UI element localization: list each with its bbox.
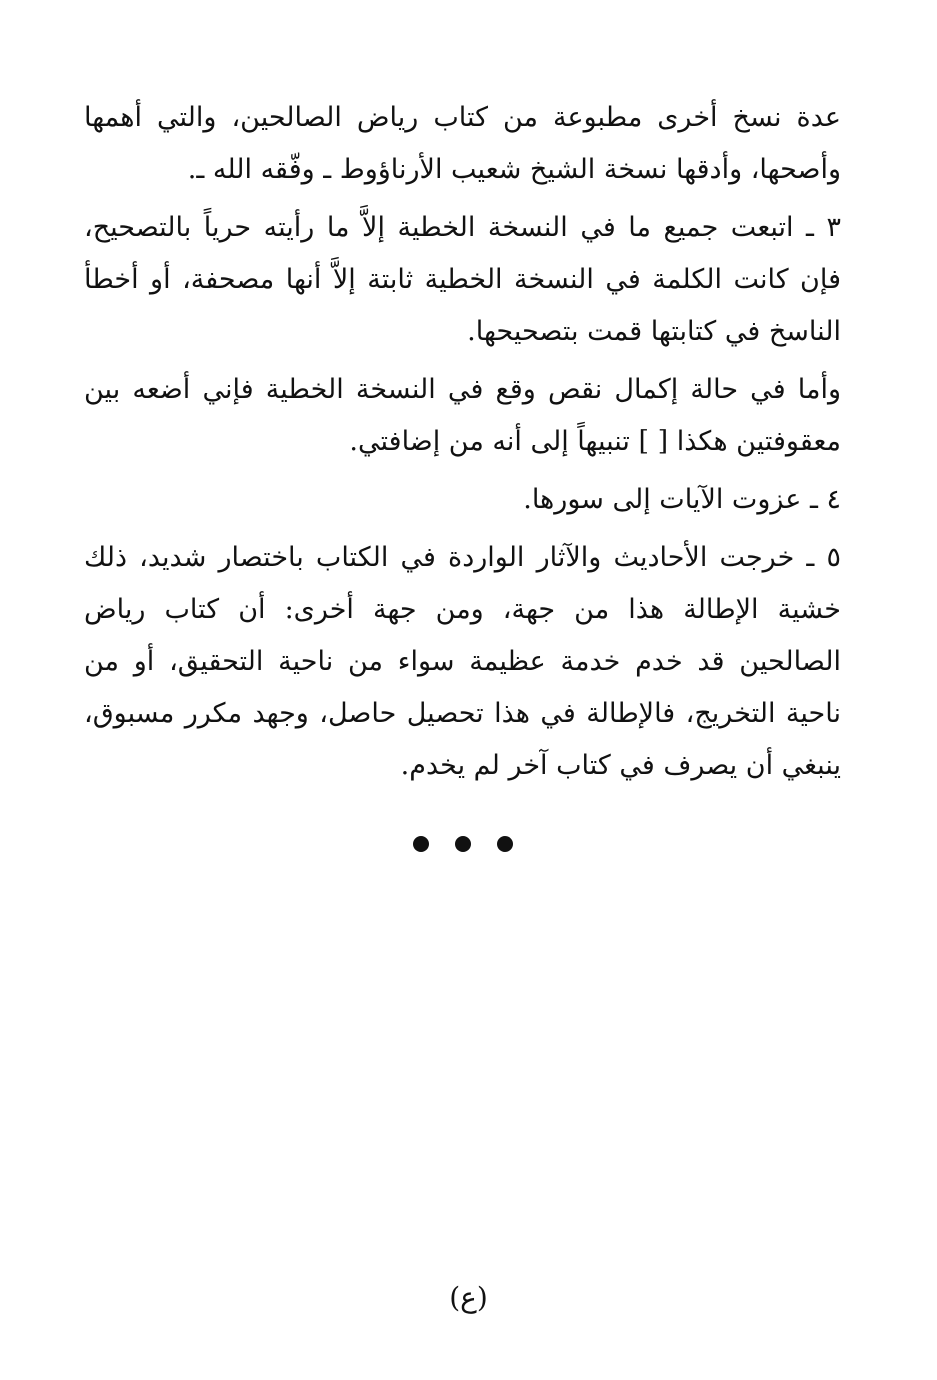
section-separator	[84, 836, 841, 852]
paragraph-brackets-note: وأما في حالة إكمال نقص وقع في النسخة الخطية فإني أضعه بين معقوفتين هكذا [ ] تنبيهاً إلى أنه من إضافتي.	[84, 374, 841, 457]
separator-dot	[497, 836, 513, 852]
paragraph-item-5: ٥ ـ خرجت الأحاديث والآثار الواردة في الكتاب باختصار شديد، ذلك خشية الإطالة هذا من جهة، ومن جهة أخرى: أن كتاب رياض الصالحين قد خدم خدمة عظيمة سواء من ناحية التحقيق، أو من ناحية التخريج، فالإطالة في هذا تحصيل حاصل، وجهد مكرر مسبوق، ينبغي أن يصرف في كتاب آخر لم يخدم.	[84, 542, 841, 781]
paragraph-item-3: ٣ ـ اتبعت جميع ما في النسخة الخطية إلاَّ ما رأيته حرياً بالتصحيح، فإن كانت الكلمة في النسخة الخطية ثابتة إلاَّ أنها مصحفة، أو أخطأ الناسخ في كتابتها قمت بتصحيحها.	[84, 212, 841, 347]
separator-dot	[455, 836, 471, 852]
separator-dot	[413, 836, 429, 852]
paragraph-other-editions: عدة نسخ أخرى مطبوعة من كتاب رياض الصالحين، والتي أهمها وأصحها، وأدقها نسخة الشيخ شعيب الأرناؤوط ـ وفّقه الله ـ.	[84, 102, 841, 185]
paragraph-item-4: ٤ ـ عزوت الآيات إلى سورها.	[523, 484, 841, 515]
page-number: (ع)	[449, 1281, 488, 1314]
